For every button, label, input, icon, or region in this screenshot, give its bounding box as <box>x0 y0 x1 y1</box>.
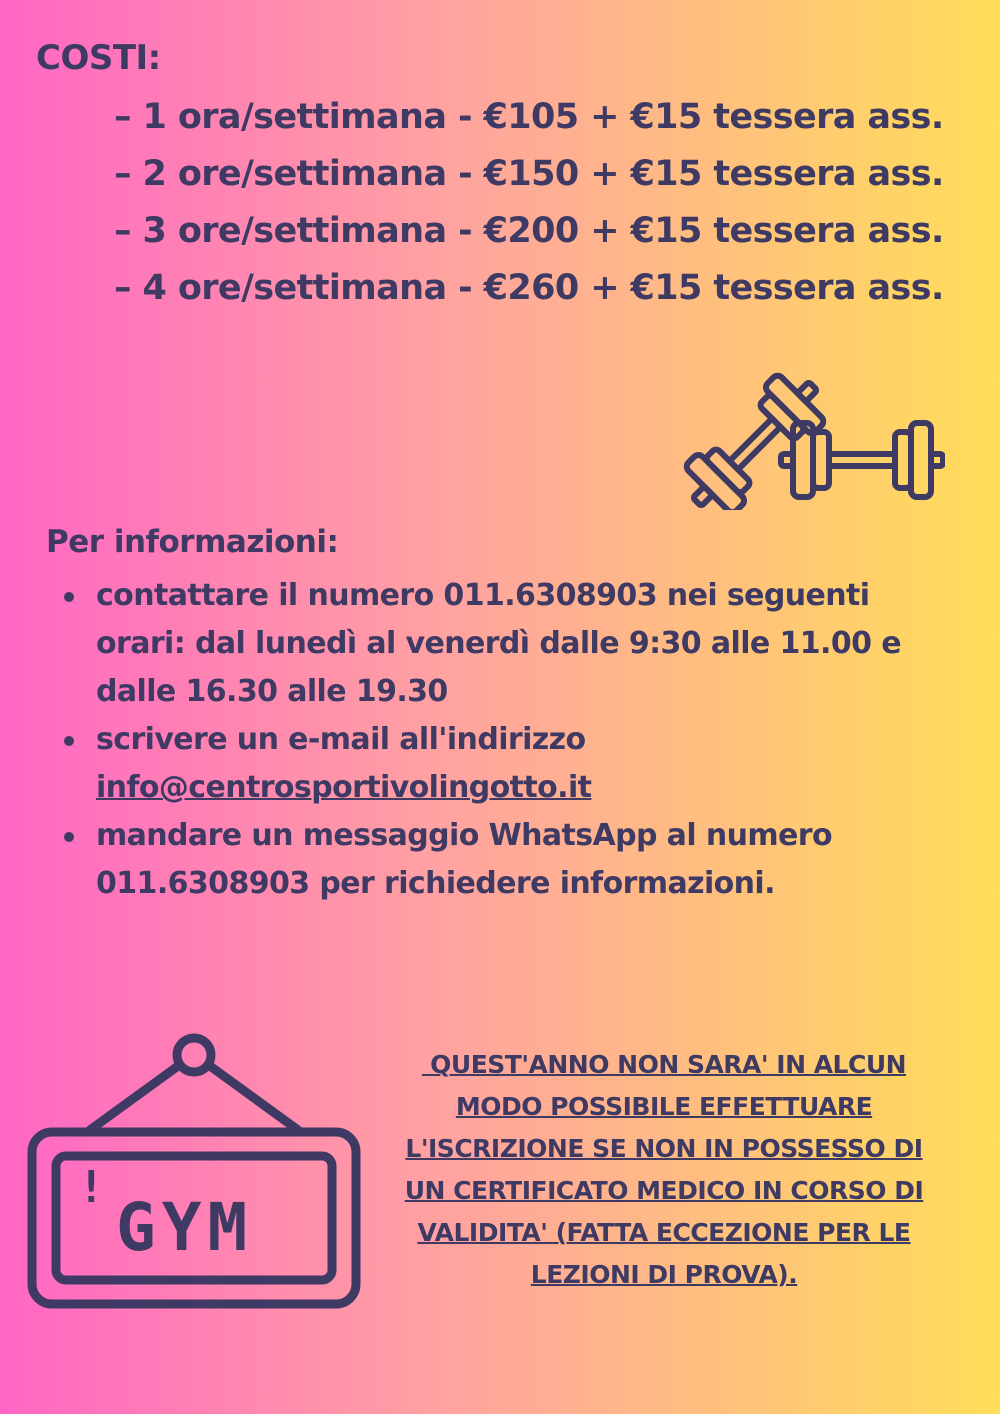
info-item-phone <box>96 572 976 716</box>
info-email-text: scrivere un e-mail all'indirizzo <box>96 722 586 757</box>
dumbbells-icon <box>680 360 945 510</box>
cost-item-3: – 3 ore/settimana - €200 + €15 tessera ass. <box>114 211 944 251</box>
info-whatsapp-line-1: mandare un messaggio WhatsApp al numero <box>96 818 832 853</box>
email-link[interactable]: info@centrosportivolingotto.it <box>96 770 592 805</box>
info-item-whatsapp <box>96 812 976 908</box>
info-list <box>96 572 976 908</box>
certificate-notice <box>376 1044 952 1296</box>
cost-item-2: – 2 ore/settimana - €150 + €15 tessera ass. <box>114 154 944 194</box>
info-phone-line-2: orari: dal lunedì al venerdì dalle 9:30 alle 11.00 e <box>96 626 901 661</box>
notice-line-1: QUEST'ANNO NON SARA' IN ALCUN <box>421 1050 907 1079</box>
info-heading: Per informazioni: <box>46 524 339 560</box>
notice-line-3: L'ISCRIZIONE SE NON IN POSSESSO DI <box>405 1134 923 1163</box>
info-item-email <box>96 716 976 812</box>
gym-sign-icon <box>26 1030 362 1312</box>
bullet-icon <box>64 832 74 842</box>
cost-item-1: – 1 ora/settimana - €105 + €15 tessera ass. <box>114 97 944 137</box>
gym-sign-label: GYM <box>116 1189 254 1266</box>
info-whatsapp-line-2: 011.6308903 per richiedere informazioni. <box>96 866 775 901</box>
notice-line-4: UN CERTIFICATO MEDICO IN CORSO DI <box>404 1176 924 1205</box>
gym-sign-exclamation: ! <box>78 1162 105 1213</box>
notice-line-6: LEZIONI DI PROVA). <box>530 1260 798 1289</box>
notice-line-2: MODO POSSIBILE EFFETTUARE <box>455 1092 873 1121</box>
bullet-icon <box>64 736 74 746</box>
notice-line-5: VALIDITA' (FATTA ECCEZIONE PER LE <box>417 1218 911 1247</box>
info-phone-line-3: dalle 16.30 alle 19.30 <box>96 674 448 709</box>
costs-list <box>114 92 944 320</box>
costs-heading: COSTI: <box>36 38 161 78</box>
cost-item-4: – 4 ore/settimana - €260 + €15 tessera ass. <box>114 268 944 308</box>
info-phone-line-1: contattare il numero 011.6308903 nei seguenti <box>96 578 870 613</box>
bullet-icon <box>64 592 74 602</box>
